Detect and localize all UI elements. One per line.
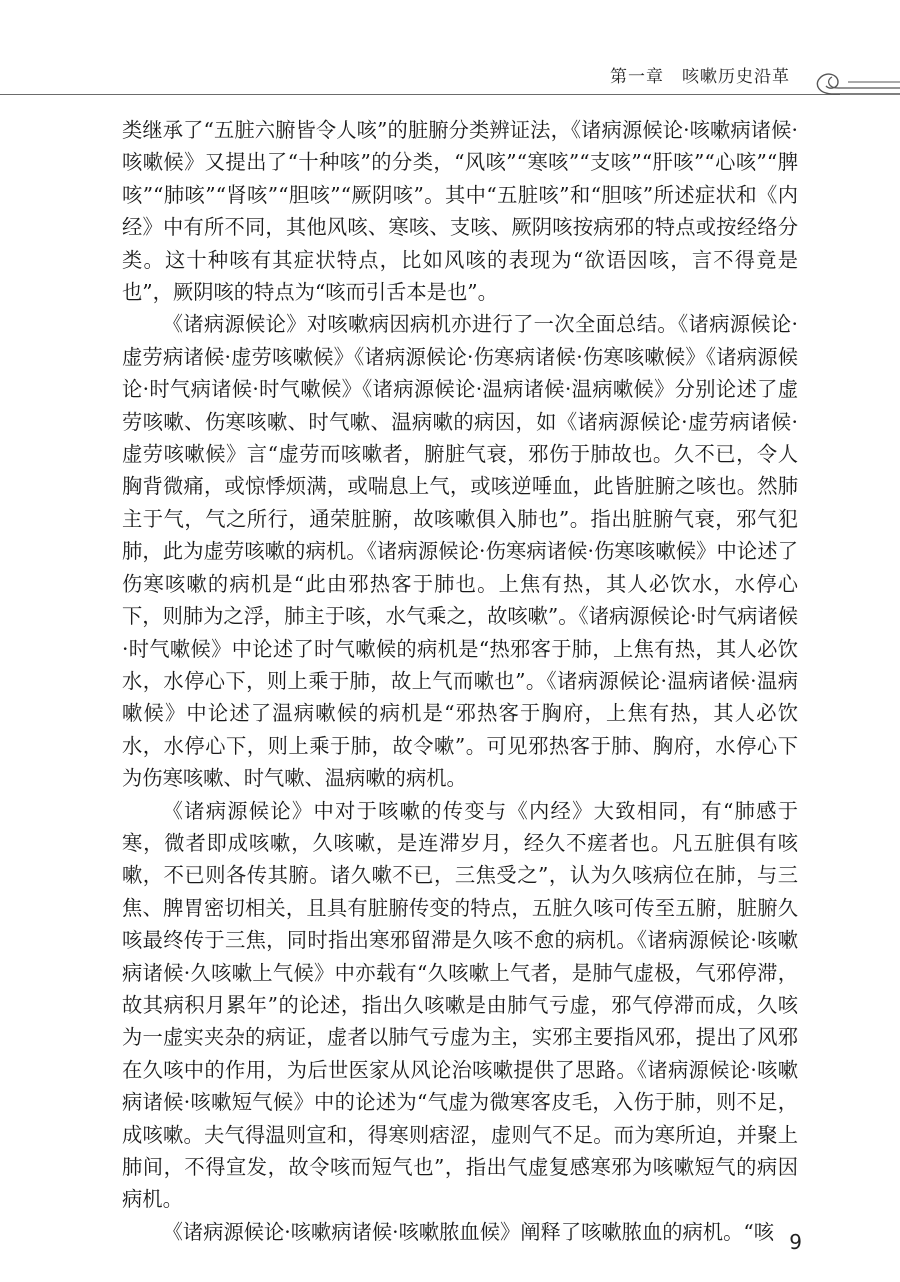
chapter-title: 第一章 咳嗽历史沿革 [610,67,790,87]
paragraph-1: 类继承了“五脏六腑皆令人咳”的脏腑分类辨证法，《诸病源候论·咳嗽病诸候·咳嗽候》又提出了“十种咳”的分类，“风咳”“寒咳”“支咳”“肝咳”“心咳”“脾咳”“肺咳”“肾咳”“胆咳”“厥阴咳”。其中“五脏咳”和“胆咳”所述症状和《内经》中有所不同，其他风咳、寒咳、支咳、厥阴咳按病邪的特点或按经络分类。这十种咳有其症状特点，比如风咳的表现为“欲语因咳，言不得竟是也”，厥阴咳的特点为“咳而引舌本是也”。 [122,118,798,305]
page-header [0,0,900,100]
header-rule [0,94,840,95]
paragraph-3: 《诸病源候论》中对于咳嗽的传变与《内经》大致相同，有“肺感于寒，微者即成咳嗽，久咳嗽，是连滞岁月，经久不瘥者也。凡五脏俱有咳嗽，不已则各传其腑。诸久嗽不已，三焦受之”，认为久咳病位在肺，与三焦、脾胃密切相关，且具有脏腑传变的特点，五脏久咳可传至五腑，脏腑久咳最终传于三焦，同时指出寒邪留滞是久咳不愈的病机。《诸病源候论·咳嗽病诸候·久咳嗽上气候》中亦载有“久咳嗽上气者，是肺气虚极，气邪停滞，故其病积月累年”的论述，指出久咳嗽是由肺气亏虚，邪气停滞而成，久咳为一虚实夹杂的病证，虚者以肺气亏虚为主，实邪主要指风邪，提出了风邪在久咳中的作用，为后世医家从风论治咳嗽提供了思路。《诸病源候论·咳嗽病诸候·咳嗽短气候》中的论述为“气虚为微寒客皮毛，入伤于肺，则不足，成咳嗽。夫气得温则宣和，得寒则痞涩，虚则气不足。而为寒所迫，并聚上肺间，不得宣发，故令咳而短气也”，指出气虚复感寒邪为咳嗽短气的病因病机。 [122,798,798,1212]
swirl-ornament-icon [808,58,900,102]
paragraph-2: 《诸病源候论》对咳嗽病因病机亦进行了一次全面总结。《诸病源候论·虚劳病诸候·虚劳咳嗽候》《诸病源候论·伤寒病诸候·伤寒咳嗽候》《诸病源候论·时气病诸候·时气嗽候》《诸病源候论·温病诸候·温病嗽候》分别论述了虚劳咳嗽、伤寒咳嗽、时气嗽、温病嗽的病因，如《诸病源候论·虚劳病诸候·虚劳咳嗽候》言“虚劳而咳嗽者，腑脏气衰，邪伤于肺故也。久不已，令人胸背微痛，或惊悸烦满，或喘息上气，或咳逆唾血，此皆脏腑之咳也。然肺主于气，气之所行，通荣脏腑，故咳嗽俱入肺也”。指出脏腑气衰，邪气犯肺，此为虚劳咳嗽的病机。《诸病源候论·伤寒病诸候·伤寒咳嗽候》中论述了伤寒咳嗽的病机是“此由邪热客于肺也。上焦有热，其人必饮水，水停心下，则肺为之浮，肺主于咳，水气乘之，故咳嗽”。《诸病源候论·时气病诸候·时气嗽候》中论述了时气嗽候的病机是“热邪客于肺，上焦有热，其人必饮水，水停心下，则上乘于肺，故上气而嗽也”。《诸病源候论·温病诸候·温病嗽候》中论述了温病嗽候的病机是“邪热客于胸府，上焦有热，其人必饮水，水停心下，则上乘于肺，故令嗽”。可见邪热客于肺、胸府，水停心下为伤寒咳嗽、时气嗽、温病嗽的病机。 [122,312,798,791]
page-number: 9 [789,1230,802,1254]
paragraph-4: 《诸病源候论·咳嗽病诸候·咳嗽脓血候》阐释了咳嗽脓血的病机。“咳 [162,1219,775,1244]
body-text [122,114,798,1248]
